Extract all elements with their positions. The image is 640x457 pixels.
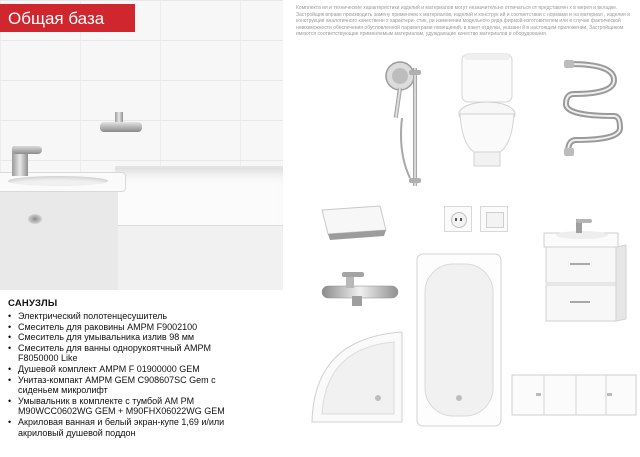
bath-mixer-image	[316, 270, 404, 310]
list-item: • Электрический полотенцесушитель	[8, 311, 243, 322]
list-item: • Унитаз-компакт AMPM GEM C908607SC Gem с сиденьем микролифт	[8, 375, 243, 396]
bath-faucet-photo	[100, 122, 142, 132]
list-item: • Смеситель для раковины AMPM F9002100	[8, 322, 243, 333]
sliding-bath-screen-image	[510, 373, 638, 417]
bathroom-heading: САНУЗЛЫ	[8, 298, 58, 309]
bathroom-photo	[0, 0, 283, 290]
page-title: Общая база	[8, 9, 105, 28]
towel-rail-image	[562, 58, 624, 158]
list-item: • Смеситель для ванны однорукоятчный AMPM F8050000 Like	[8, 343, 243, 364]
disclaimer-text: Комплекта ия и технические характеристики изделий и материалов могут незначительно отличаться от представлен х в мерея и вкладке. Застройщик вправе производить замену применяем х материалов, изделий и конструк ий и соответствии с нормами и на материал , изделия и конструкции аналогичного качественн х характери- стик, ри изменении модельного ряда фирмой-изготовителем или в случае фактической невозможности обеспечения обусловленной параметрами помещений, в пакет отделки, указанн й в настоящем приложении, Застройщиком имеются соответствующие применяемым материалам, удуждающие качество материалов и оборудования.	[296, 5, 630, 37]
title-badge	[0, 4, 135, 32]
sink-faucet-spout	[12, 146, 42, 154]
list-item: • Умывальник в комплекте с тумбой AM PM M90WCC0602WG GEM + M90FHX06022WG GEM	[8, 396, 243, 417]
bath-screen-profile-image	[318, 200, 390, 240]
sink-cabinet-photo	[0, 186, 118, 290]
drain-icon	[28, 214, 42, 224]
vanity-unit-image	[540, 215, 630, 327]
shower-tray-image	[308, 328, 408, 428]
bath-panel-photo	[115, 225, 283, 290]
list-item: • Смеситель для умывальника излив 98 мм	[8, 332, 243, 343]
toilet-image	[452, 52, 522, 170]
switch-image	[480, 206, 508, 232]
sink-bowl-photo	[8, 176, 108, 186]
socket-image	[444, 206, 472, 232]
list-item: • Душевой комплект AMPM F 01900000 GEM	[8, 364, 243, 375]
bathroom-items-list	[8, 311, 243, 438]
shower-set-image	[380, 58, 430, 188]
list-item: • Акриловая ванная и белый экран-купе 1,69 и/или акриловый душевой поддон	[8, 417, 243, 438]
bathtub-image	[415, 252, 505, 432]
